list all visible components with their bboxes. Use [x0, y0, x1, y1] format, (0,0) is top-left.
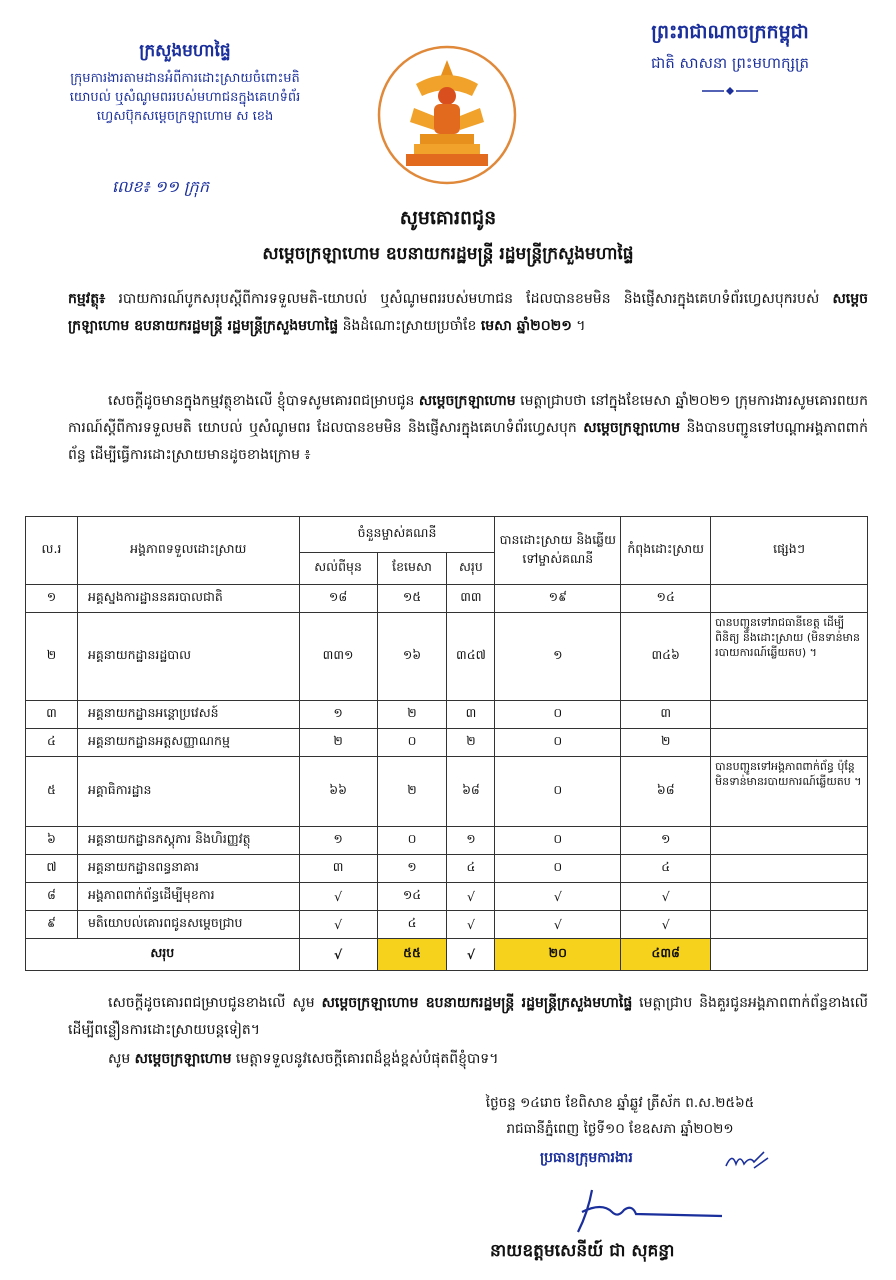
header-org: អង្គភាពទទួលដោះស្រាយ [77, 517, 299, 585]
total-pending: ៤៣៨ [621, 939, 711, 971]
lunar-date: ថ្ងៃចន្ទ ១៤រោច ខែពិសាខ ឆ្នាំឆ្លូវ ត្រីស័ក ព.ស.២៥៦៥ [485, 1095, 755, 1111]
cell-resolved: ០ [495, 855, 621, 883]
cell-pending: ៣៤៦ [621, 613, 711, 701]
cell-prev: ៦៦ [299, 757, 377, 827]
cell-prev: ៣៣១ [299, 613, 377, 701]
cell-sum: ៣ [447, 701, 495, 729]
cell-month: ២ [377, 757, 447, 827]
cell-month: ៤ [377, 911, 447, 939]
date-block [440, 1090, 800, 1142]
subject-text: ។ [571, 318, 586, 334]
report-table [25, 516, 868, 971]
cell-no: ៥ [26, 757, 78, 827]
cell-org: មតិយោបល់គោរពជូនសម្តេចជ្រាប [77, 911, 299, 939]
cell-month: ១ [377, 855, 447, 883]
header-pending: កំពុងដោះស្រាយ [621, 517, 711, 585]
cell-sum: ១ [447, 827, 495, 855]
cell-prev: ២ [299, 729, 377, 757]
header-resolved: បានដោះស្រាយ និងឆ្លើយទៅម្ចាស់គណនី [495, 517, 621, 585]
cell-sum: ២ [447, 729, 495, 757]
cell-prev: ១ [299, 701, 377, 729]
table-row [26, 585, 868, 613]
respect-text: មេត្តាទទួលនូវសេចក្តីគោរពដ៏ខ្ពង់ខ្ពស់បំផុតពីខ្ញុំបាទ។ [231, 1051, 499, 1067]
closing-paragraph [68, 990, 868, 1044]
chief-title: ប្រធានក្រុមការងារ [540, 1150, 633, 1166]
cell-sum: ៣៤៧ [447, 613, 495, 701]
cell-prev: ៣ [299, 855, 377, 883]
subject-period: មេសា ឆ្នាំ២០២១ [480, 318, 572, 334]
cell-pending: √ [621, 911, 711, 939]
respect-text: សូម [108, 1051, 135, 1067]
subject-text: និងដំណោះស្រាយប្រចាំខែ [338, 318, 481, 334]
cell-org: អគ្គស្នងការដ្ឋាននគរបាលជាតិ [77, 585, 299, 613]
cell-sum: ៣៣ [447, 585, 495, 613]
table-row [26, 855, 868, 883]
cell-month: ១៤ [377, 883, 447, 911]
cell-month: ២ [377, 701, 447, 729]
cell-org: អគ្គនាយកដ្ឋានអន្តោប្រវេសន៍ [77, 701, 299, 729]
cell-month: ១៥ [377, 585, 447, 613]
closing-recipient: សម្តេចក្រឡាហោម ឧបនាយករដ្ឋមន្ត្រី រដ្ឋមន្ត្រីក្រសួងមហាផ្ទៃ [321, 995, 633, 1011]
cell-no: ១ [26, 585, 78, 613]
cell-no: ៤ [26, 729, 78, 757]
cell-sum: √ [447, 911, 495, 939]
cell-resolved: ០ [495, 729, 621, 757]
total-resolved: ២០ [495, 939, 621, 971]
total-row [26, 939, 868, 971]
total-note [711, 939, 868, 971]
cell-pending: ៦៨ [621, 757, 711, 827]
cell-no: ២ [26, 613, 78, 701]
total-month: ៥៥ [377, 939, 447, 971]
ornament-divider-icon [700, 86, 760, 96]
intro-recipient: សម្តេចក្រឡាហោម [418, 393, 516, 409]
header-other: ផ្សេងៗ [711, 517, 868, 585]
reference-number: លេខ៖ ១១ ក្រុក [112, 177, 209, 196]
initials-signature-icon [724, 1146, 770, 1174]
cell-month: ០ [377, 827, 447, 855]
table-row [26, 883, 868, 911]
table-row [26, 729, 868, 757]
cell-month: ១៦ [377, 613, 447, 701]
cell-pending: √ [621, 883, 711, 911]
subject-text: របាយការណ៍បូកសរុបស្តីពីការទទួលមតិ-យោបល់ ឬសំណូមពររបស់មហាជន ដែលបានខមមិន និងផ្ញើសារក្នុងគេហទំព័រហ្វេសបុករបស់ [105, 291, 833, 307]
cell-org: អគ្គនាយកដ្ឋានអត្តសញ្ញាណកម្ម [77, 729, 299, 757]
cell-no: ៣ [26, 701, 78, 729]
table-row [26, 701, 868, 729]
respect-paragraph [68, 1046, 868, 1073]
ministry-name: ក្រសួងមហាផ្ទៃ [139, 41, 231, 61]
total-label: សរុប [26, 939, 300, 971]
kingdom-title: ព្រះរាជាណាចក្រកម្ពុជា [651, 21, 809, 43]
cell-resolved: ១៩ [495, 585, 621, 613]
header-month: ខែមេសា [377, 553, 447, 585]
cell-org: អគ្គាធិការដ្ឋាន [77, 757, 299, 827]
total-prev: √ [299, 939, 377, 971]
cell-note [711, 855, 868, 883]
salutation-title: សូមគោរពជូន [399, 207, 497, 229]
cell-pending: ១៤ [621, 585, 711, 613]
total-sum: √ [447, 939, 495, 971]
intro-recipient: សម្តេចក្រឡាហោម [583, 420, 681, 436]
cell-org: អគ្គនាយកដ្ឋានរដ្ឋបាល [77, 613, 299, 701]
cell-no: ៨ [26, 883, 78, 911]
ministry-unit-line: ក្រុមការងារតាមដានអំពីការដោះស្រាយចំពោះមតិ [70, 71, 300, 86]
cell-note [711, 911, 868, 939]
cell-prev: √ [299, 911, 377, 939]
cell-pending: ៣ [621, 701, 711, 729]
subject-label: កម្មវត្ថុ៖ [68, 291, 106, 307]
cell-note [711, 827, 868, 855]
cell-note: បានបញ្ជូនទៅអង្គភាពពាក់ព័ន្ធ ប៉ុន្តែមិនទាន់មានរបាយការណ៍ឆ្លើយតប ។ [711, 757, 868, 827]
signer-name: នាយឧត្តមសេនីយ៍ ជា សុគន្ធា [490, 1241, 675, 1261]
intro-paragraph [68, 388, 868, 469]
ministry-block [40, 40, 330, 126]
cell-resolved: √ [495, 883, 621, 911]
cell-note [711, 729, 868, 757]
cell-no: ៩ [26, 911, 78, 939]
cell-org: អគ្គនាយកដ្ឋានភស្តុភារ និងហិរញ្ញវត្ថុ [77, 827, 299, 855]
cell-prev: ១៨ [299, 585, 377, 613]
table-row [26, 827, 868, 855]
cell-resolved: √ [495, 911, 621, 939]
cell-note [711, 701, 868, 729]
cell-no: ៧ [26, 855, 78, 883]
cell-sum: ៤ [447, 855, 495, 883]
national-motto: ជាតិ សាសនា ព្រះមហាក្សត្រ [650, 54, 810, 72]
handwritten-signature-icon [562, 1182, 732, 1240]
cell-sum: √ [447, 883, 495, 911]
cell-pending: ២ [621, 729, 711, 757]
subject-recipient: សម្តេចក្រឡាហោម ឧបនាយករដ្ឋមន្ត្រី រដ្ឋមន្ត្រីក្រសួងមហាផ្ទៃ [68, 291, 868, 334]
cell-org: អគ្គនាយកដ្ឋានពន្ធនាគារ [77, 855, 299, 883]
recipient-title: សម្តេចក្រឡាហោម ឧបនាយករដ្ឋមន្ត្រី រដ្ឋមន្ត្រីក្រសួងមហាផ្ទៃ [262, 244, 634, 264]
cell-resolved: ១ [495, 613, 621, 701]
closing-text: សេចក្តីដូចគោរពជម្រាបជូនខាងលើ សូម [108, 995, 322, 1011]
header-count-group: ចំនួនម្ចាស់គណនី [299, 517, 495, 553]
cell-prev: ១ [299, 827, 377, 855]
closing-text: មេត្តាជ្រាប និងគួរជូនអង្គភាពពាក់ព័ន្ធខាងលើ ដើម្បីពន្លឿនការដោះស្រាយបន្តទៀត។ [68, 995, 868, 1038]
header-sum: សរុប [447, 553, 495, 585]
cell-no: ៦ [26, 827, 78, 855]
cell-note: បានបញ្ជូនទៅរាជធានីខេត្ត ដើម្បីពិនិត្យ និងដោះស្រាយ (មិនទាន់មានរបាយការណ៍ឆ្លើយតប) ។ [711, 613, 868, 701]
cell-sum: ៦៨ [447, 757, 495, 827]
ministry-unit-line: យោបល់ ឬសំណូមពររបស់មហាជនក្នុងគេហទំព័រ [69, 90, 301, 105]
ministry-unit [40, 69, 330, 126]
intro-text: មេត្តាជ្រាបថា នៅក្នុងខែមេសា ឆ្នាំ២០២១ ក្រុមការងារសូមគោរពយកការណ៍ស្តីពីការទទួលមតិ យោបល់ ឬសំណូមពរ ដែលបានខមមិន និងផ្ញើសារក្នុងគេហទំព័រហ្វេសបុក [68, 393, 868, 436]
cell-resolved: ០ [495, 701, 621, 729]
ministry-unit-line: ហ្វេសប៊ុកសម្តេចក្រឡាហោម ស ខេង [96, 109, 274, 124]
cell-pending: ១ [621, 827, 711, 855]
cell-note [711, 883, 868, 911]
cell-pending: ៤ [621, 855, 711, 883]
header-prev: សល់ពីមុន [299, 553, 377, 585]
cell-note [711, 585, 868, 613]
solar-date: រាជធានីភ្នំពេញ ថ្ងៃទី១០ ខែឧសភា ឆ្នាំ២០២១ [506, 1121, 734, 1137]
kingdom-block [600, 20, 860, 96]
cell-resolved: ០ [495, 757, 621, 827]
intro-text: សេចក្តីដូចមានក្នុងកម្មវត្ថុខាងលើ ខ្ញុំបាទសូមគោរពជម្រាបជូន [108, 393, 419, 409]
ministry-emblem-icon [376, 44, 518, 186]
cell-resolved: ០ [495, 827, 621, 855]
cell-prev: √ [299, 883, 377, 911]
cell-month: ០ [377, 729, 447, 757]
table-row [26, 613, 868, 701]
table-row [26, 757, 868, 827]
cell-org: អង្គភាពពាក់ព័ន្ធដើម្បីមុខការ [77, 883, 299, 911]
subject-paragraph [68, 286, 868, 340]
table-row [26, 911, 868, 939]
header-no: ល.រ [26, 517, 78, 585]
intro-text: និងបានបញ្ជូនទៅបណ្តាអង្គភាពពាក់ព័ន្ធ ដើម្បីធ្វើការដោះស្រាយមានដូចខាងក្រោម ៖ [68, 420, 868, 463]
respect-recipient: សម្តេចក្រឡាហោម [134, 1051, 232, 1067]
